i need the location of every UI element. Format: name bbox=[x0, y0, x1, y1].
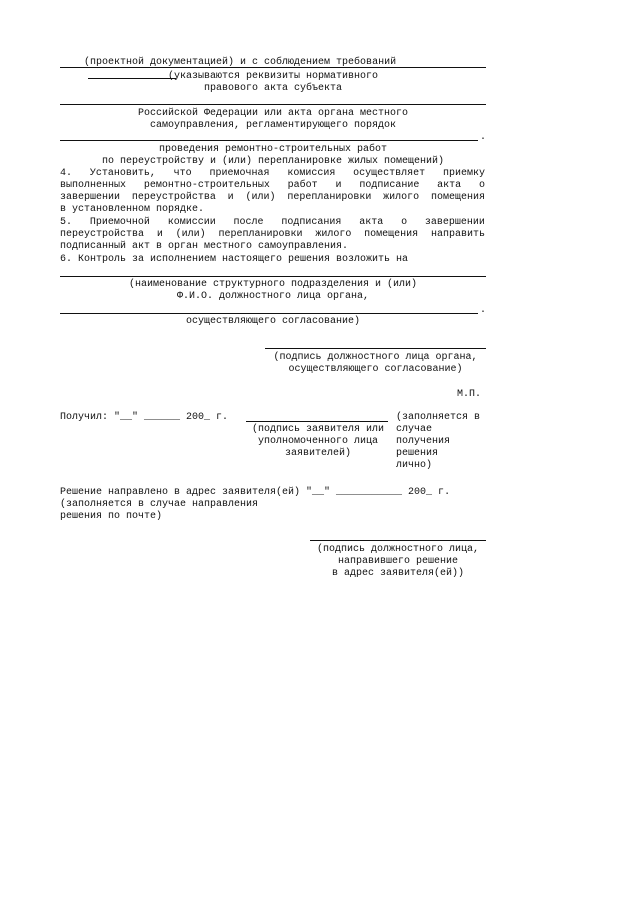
sender-signature-caption-c: в адрес заявителя(ей)) bbox=[331, 568, 465, 579]
caption-4a: (наименование структурного подразделения и (или) bbox=[128, 279, 418, 290]
seal-mark: М.П. bbox=[457, 389, 482, 400]
paragraph-word: (или) bbox=[245, 192, 276, 203]
received-label: Получил: "__" ______ 200_ г. bbox=[60, 412, 229, 423]
paragraph-word: и bbox=[156, 229, 163, 240]
paragraph-word: выполненных bbox=[60, 180, 127, 191]
caption-2b: самоуправления, регламентирующего порядок bbox=[149, 120, 397, 131]
paragraph-word: подписания bbox=[281, 217, 342, 228]
paragraph-word: и bbox=[335, 180, 342, 191]
paragraph-word: комиссии bbox=[167, 217, 216, 228]
caption-4c: осуществляющего согласование) bbox=[185, 316, 361, 327]
official-signature-caption-a: (подпись должностного лица органа, bbox=[273, 352, 478, 363]
received-note-2: случае bbox=[396, 424, 433, 435]
sender-signature-line bbox=[310, 540, 486, 541]
received-note-4: решения bbox=[396, 448, 439, 459]
period-1: . bbox=[480, 132, 487, 143]
paragraph-word: акта bbox=[437, 180, 462, 191]
received-note-5: лично) bbox=[396, 460, 433, 471]
paragraph-word: подписание bbox=[359, 180, 420, 191]
paragraph-word: после bbox=[233, 217, 264, 228]
paragraph-6: 6. Контроль за исполнением настоящего решения возложить на bbox=[60, 254, 409, 265]
paragraph-text: в установленном порядке. bbox=[60, 204, 205, 215]
paragraph-word: ремонтно-строительных bbox=[143, 180, 270, 191]
paragraph-word: завершении bbox=[60, 192, 121, 203]
blank-line-1 bbox=[60, 67, 486, 68]
sent-note-b: решения по почте) bbox=[60, 511, 163, 522]
caption-3b: по переустройству и (или) перепланировке жилых помещений) bbox=[101, 156, 445, 167]
paragraph-word: помещения bbox=[364, 229, 419, 240]
p4-line bbox=[60, 180, 485, 192]
blank-line-4 bbox=[60, 276, 486, 277]
paragraph-text: подписанный акт в орган местного самоуправления. bbox=[60, 241, 349, 252]
paragraph-word: перепланировки bbox=[287, 192, 372, 203]
p5-line bbox=[60, 217, 485, 229]
p4-line bbox=[60, 204, 485, 216]
p4-line bbox=[60, 168, 485, 180]
received-sig-caption-b: уполномоченного лица bbox=[257, 436, 379, 447]
paragraph-word: осуществляет bbox=[353, 168, 426, 179]
blank-line-5 bbox=[60, 313, 478, 314]
blank-line-3 bbox=[60, 140, 478, 141]
paragraph-word: (или) bbox=[175, 229, 206, 240]
caption-2a: Российской Федерации или акта органа местного bbox=[137, 108, 409, 119]
caption-4b: Ф.И.О. должностного лица органа, bbox=[176, 291, 370, 302]
paragraph-word: 4. bbox=[60, 168, 73, 179]
received-note-3: получения bbox=[396, 436, 451, 447]
paragraph-word: приемочная bbox=[209, 168, 270, 179]
received-sig-caption-c: заявителей) bbox=[284, 448, 351, 459]
intro-text: (проектной документацией) и с соблюдением требований bbox=[84, 57, 397, 68]
paragraph-word: направить bbox=[430, 229, 485, 240]
paragraph-4 bbox=[60, 168, 485, 216]
period-2: . bbox=[480, 305, 487, 316]
paragraph-word: Установить, bbox=[89, 168, 156, 179]
caption-1a: (указываются реквизиты нормативного bbox=[167, 71, 379, 82]
paragraph-word: завершении bbox=[424, 217, 485, 228]
paragraph-word: акта bbox=[359, 217, 384, 228]
paragraph-word: что bbox=[173, 168, 192, 179]
paragraph-5 bbox=[60, 217, 485, 253]
paragraph-word: о bbox=[478, 180, 485, 191]
sender-signature-caption-a: (подпись должностного лица, bbox=[316, 544, 480, 555]
paragraph-word: жилого bbox=[383, 192, 420, 203]
p5-line bbox=[60, 241, 485, 253]
paragraph-word: помещения bbox=[430, 192, 485, 203]
sent-note-a: (заполняется в случае направления bbox=[60, 499, 259, 510]
received-sig-caption-a: (подпись заявителя или bbox=[251, 424, 385, 435]
paragraph-word: Приемочной bbox=[89, 217, 150, 228]
received-signature-line bbox=[246, 421, 388, 422]
paragraph-word: жилого bbox=[315, 229, 352, 240]
sender-signature-caption-b: направившего решение bbox=[337, 556, 459, 567]
caption-3a: проведения ремонтно-строительных работ bbox=[158, 144, 388, 155]
paragraph-word: переустройства bbox=[60, 229, 145, 240]
blank-line-2 bbox=[60, 104, 486, 105]
official-signature-caption-b: осуществляющего согласование) bbox=[288, 364, 463, 375]
paragraph-word: о bbox=[401, 217, 408, 228]
p5-line bbox=[60, 229, 485, 241]
received-note-1: (заполняется в bbox=[396, 412, 481, 423]
official-signature-line bbox=[265, 348, 486, 349]
paragraph-word: приемку bbox=[442, 168, 485, 179]
p4-line bbox=[60, 192, 485, 204]
paragraph-word: 5. bbox=[60, 217, 73, 228]
paragraph-word: и bbox=[227, 192, 234, 203]
sent-line: Решение направлено в адрес заявителя(ей) "__" ___________ 200_ г. bbox=[60, 487, 451, 498]
caption-1b: правового акта субъекта bbox=[203, 83, 343, 94]
paragraph-word: работ bbox=[287, 180, 318, 191]
paragraph-word: переустройства bbox=[131, 192, 216, 203]
paragraph-word: комиссия bbox=[287, 168, 336, 179]
paragraph-word: перепланировки bbox=[218, 229, 303, 240]
